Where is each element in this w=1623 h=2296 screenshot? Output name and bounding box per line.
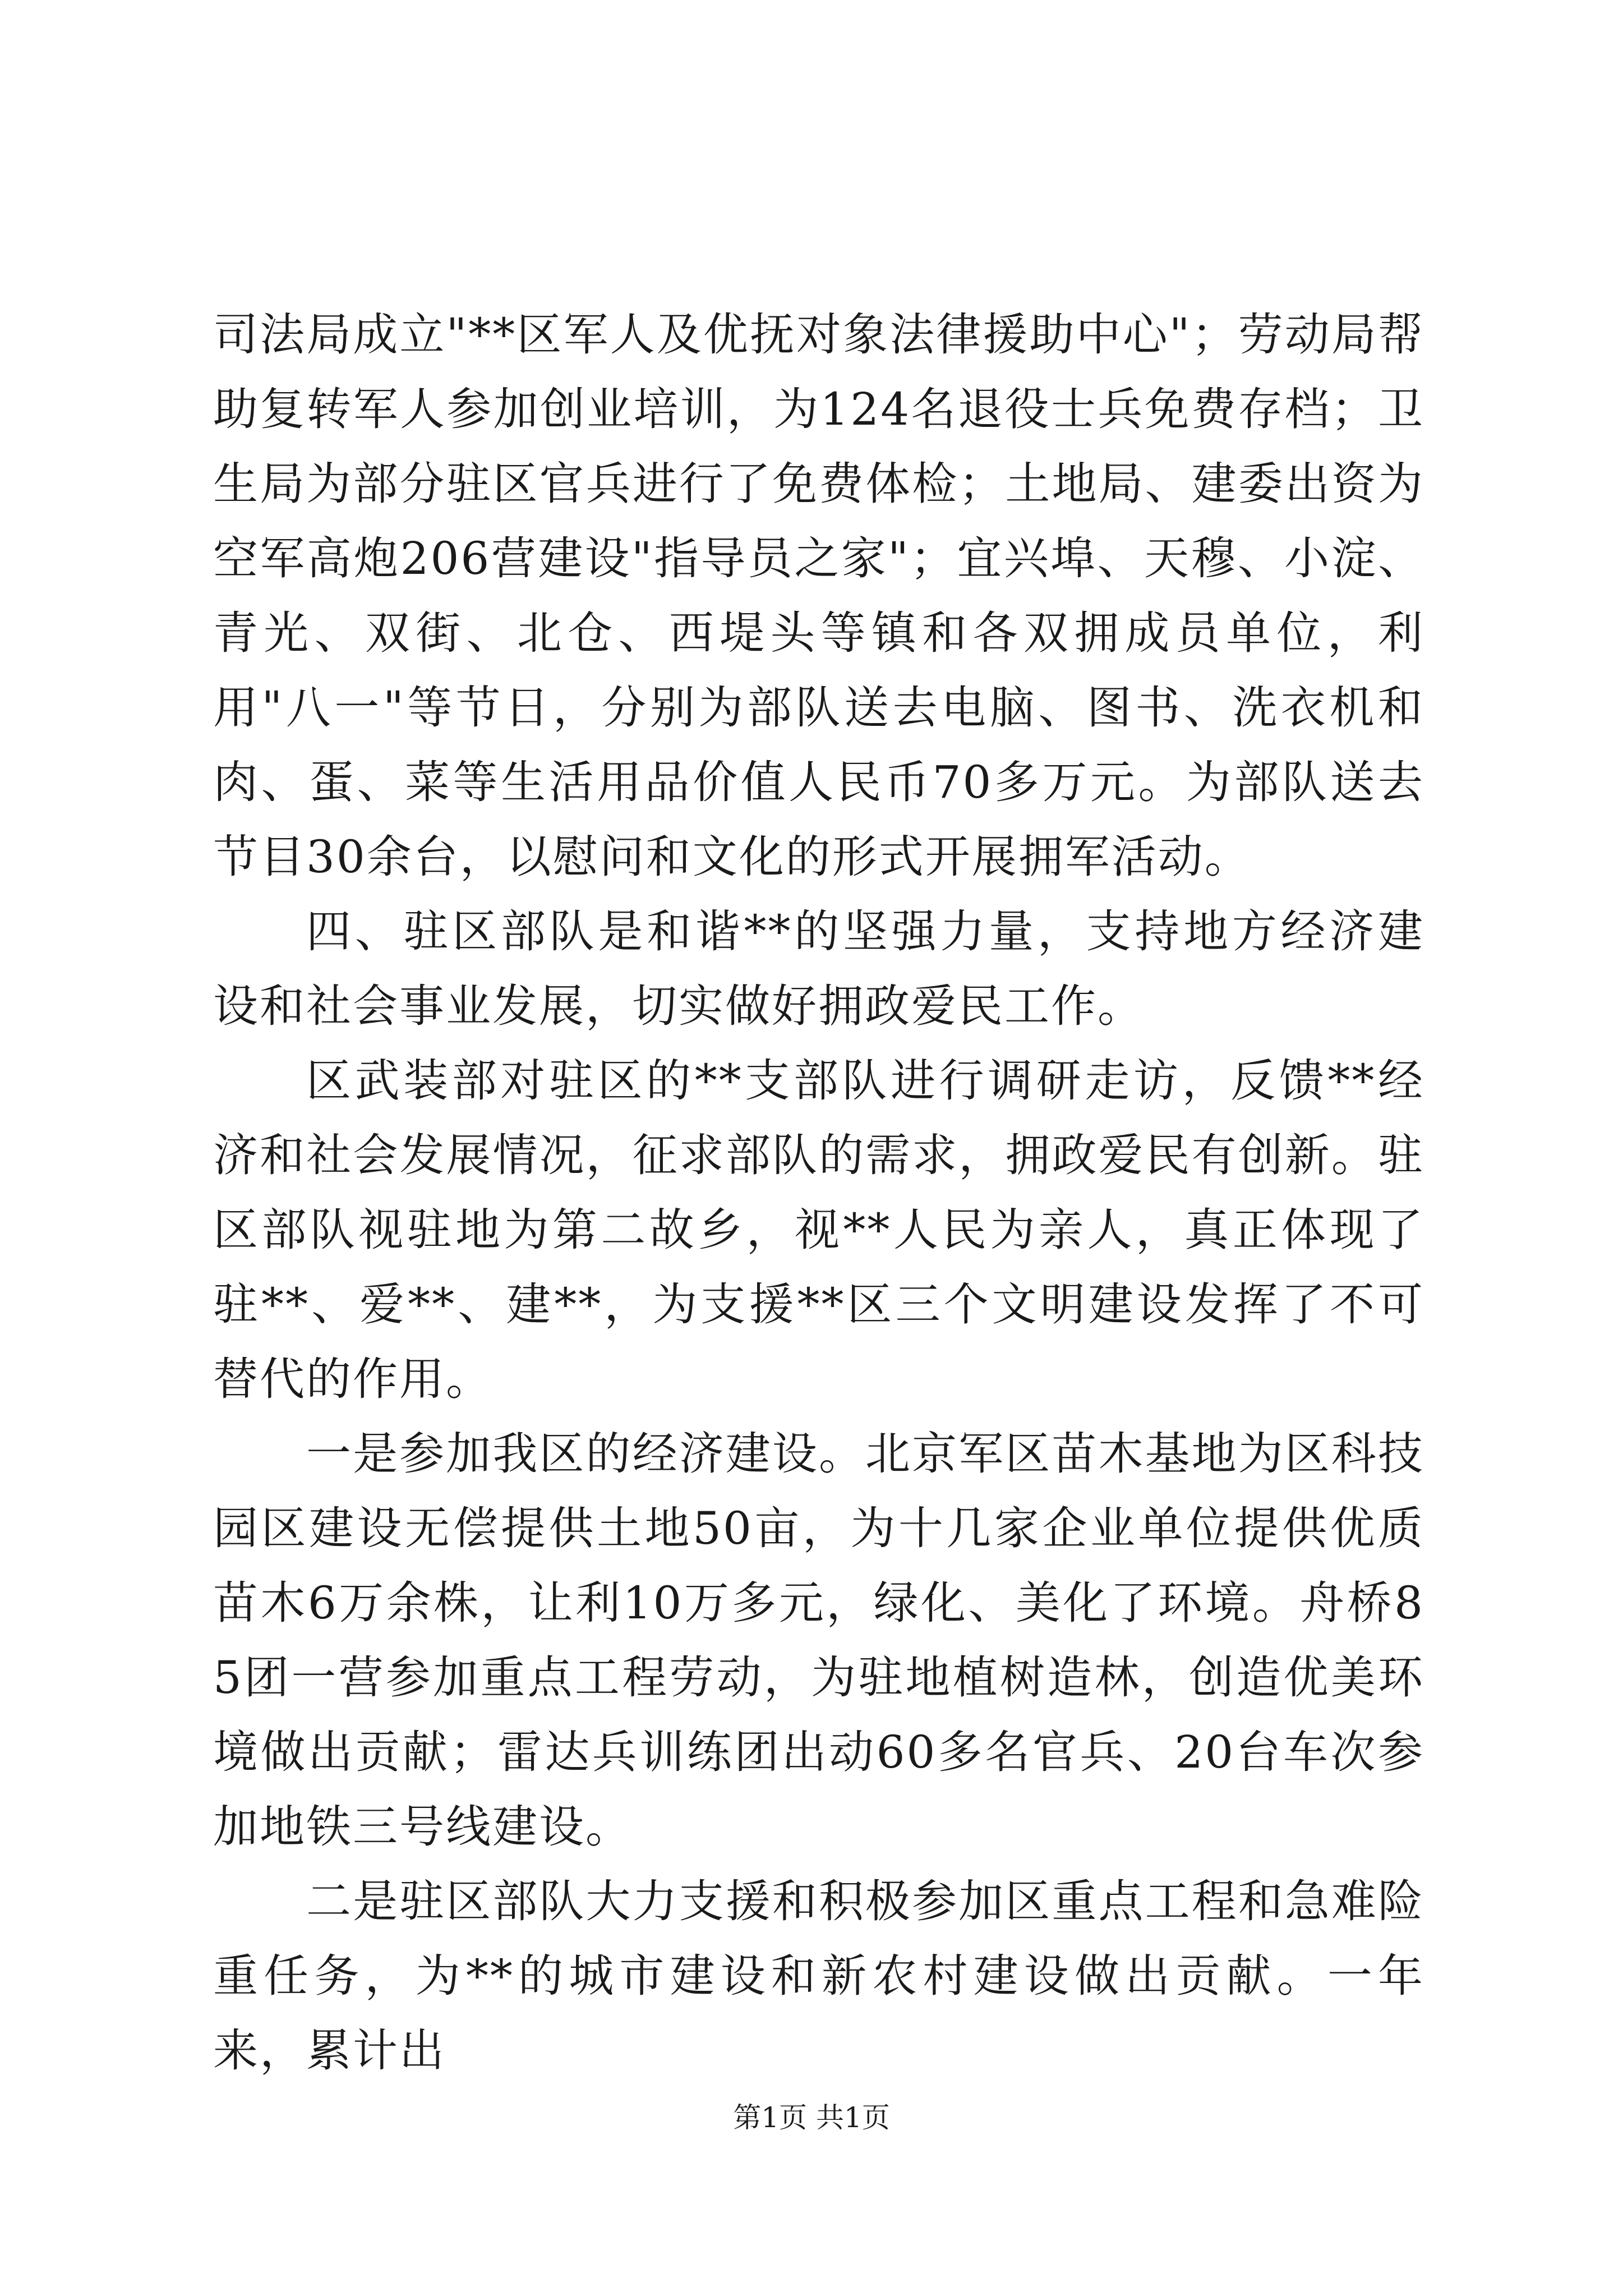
paragraph-1: 司法局成立"**区军人及优抚对象法律援助中心"；劳动局帮助复转军人参加创业培训，为124名退役士兵免费存档；卫生局为部分驻区官兵进行了免费体检；土地局、建委出资为空军高炮206营建设"指导员之家"；宜兴埠、天穆、小淀、青光、双街、北仓、西堤头等镇和各双拥成员单位，利用"八一"等节日，分别为部队送去电脑、图书、洗衣机和肉、蛋、菜等生活用品价值人民币70多万元。为部队送去节目30余台，以慰问和文化的形式开展拥军活动。 [213,309,1424,883]
document-body [213,297,1424,2088]
paragraph-5: 二是驻区部队大力支援和积极参加区重点工程和急难险重任务，为**的城市建设和新农村建设做出贡献。一年来，累计出 [213,1875,1424,2077]
page-number-footer: 第1页 共1页 [733,2101,890,2134]
paragraph-2-section-heading: 四、驻区部队是和谐**的坚强力量，支持地方经济建设和社会事业发展，切实做好拥政爱民工作。 [213,905,1424,1032]
paragraph-3: 区武装部对驻区的**支部队进行调研走访，反馈**经济和社会发展情况，征求部队的需求，拥政爱民有创新。驻区部队视驻地为第二故乡，视**人民为亲人，真正体现了驻**、爱**、建**，为支援**区三个文明建设发挥了不可替代的作用。 [213,1055,1424,1405]
paragraph-4: 一是参加我区的经济建设。北京军区苗木基地为区科技园区建设无偿提供土地50亩，为十几家企业单位提供优质苗木6万余株，让利10万多元，绿化、美化了环境。舟桥85团一营参加重点工程劳动，为驻地植树造林，创造优美环境做出贡献；雷达兵训练团出动60多名官兵、20台车次参加地铁三号线建设。 [213,1428,1424,1853]
